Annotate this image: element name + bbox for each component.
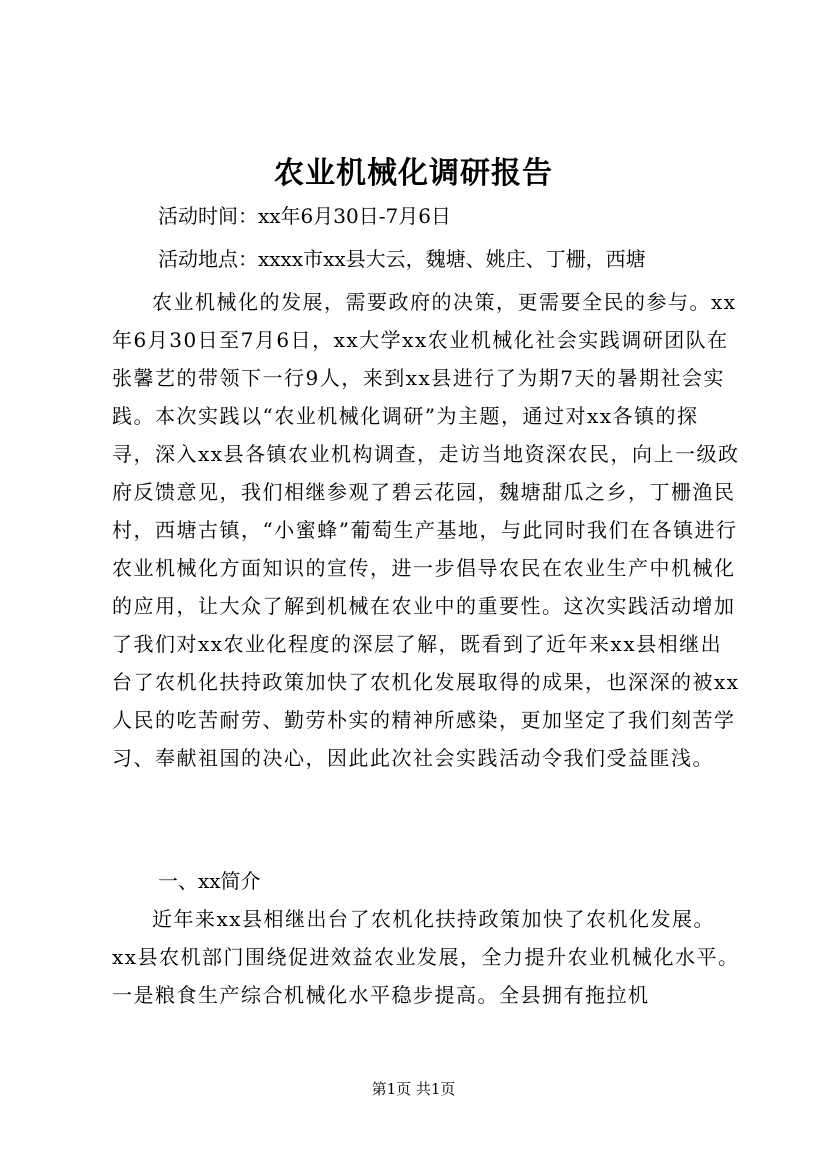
activity-place: 活动地点：xxxx市xx县大云，魏塘、姚庄、丁栅，西塘 [158, 247, 646, 271]
body-paragraph-intro: 农业机械化的发展，需要政府的决策，更需要全民的参与。xx年6月30日至7月6日，xx大学xx农业机械化社会实践调研团队在张馨艺的带领下一行9人，来到xx县进行了为期7天的暑期社会实践。本次实践以“农业机械化调研”为主题，通过对xx各镇的探寻，深入xx县各镇农业机构调查，走访当地资深农民，向上一级政府反馈意见，我们相继参观了碧云花园，魏塘甜瓜之乡，丁栅渔民村，西塘古镇，“小蜜蜂”葡萄生产基地，与此同时我们在各镇进行农业机械化方面知识的宣传，进一步倡导农民在农业生产中机械化的应用，让大众了解到机械在农业中的重要性。这次实践活动增加了我们对xx农业化程度的深层了解，既看到了近年来xx县相继出台了农机化扶持政策加快了农机化发展取得的成果，也深深的被xx人民的吃苦耐劳、勤劳朴实的精神所感染，更加坚定了我们刻苦学习、奉献祖国的决心，因此此次社会实践活动令我们受益匪浅。 [112, 290, 740, 770]
activity-time: 活动时间：xx年6月30日-7月6日 [158, 204, 451, 228]
section-heading: 一、xx简介 [158, 869, 261, 893]
document-title: 农业机械化调研报告 [274, 156, 553, 191]
page-footer: 第1页 共1页 [371, 1080, 456, 1098]
body-paragraph-overview: 近年来xx县相继出台了农机化扶持政策加快了农机化发展。xx县农机部门围绕促进效益农业发展，全力提升农业机械化水平。一是粮食生产综合机械化水平稳步提高。全县拥有拖拉机 [112, 907, 740, 1007]
